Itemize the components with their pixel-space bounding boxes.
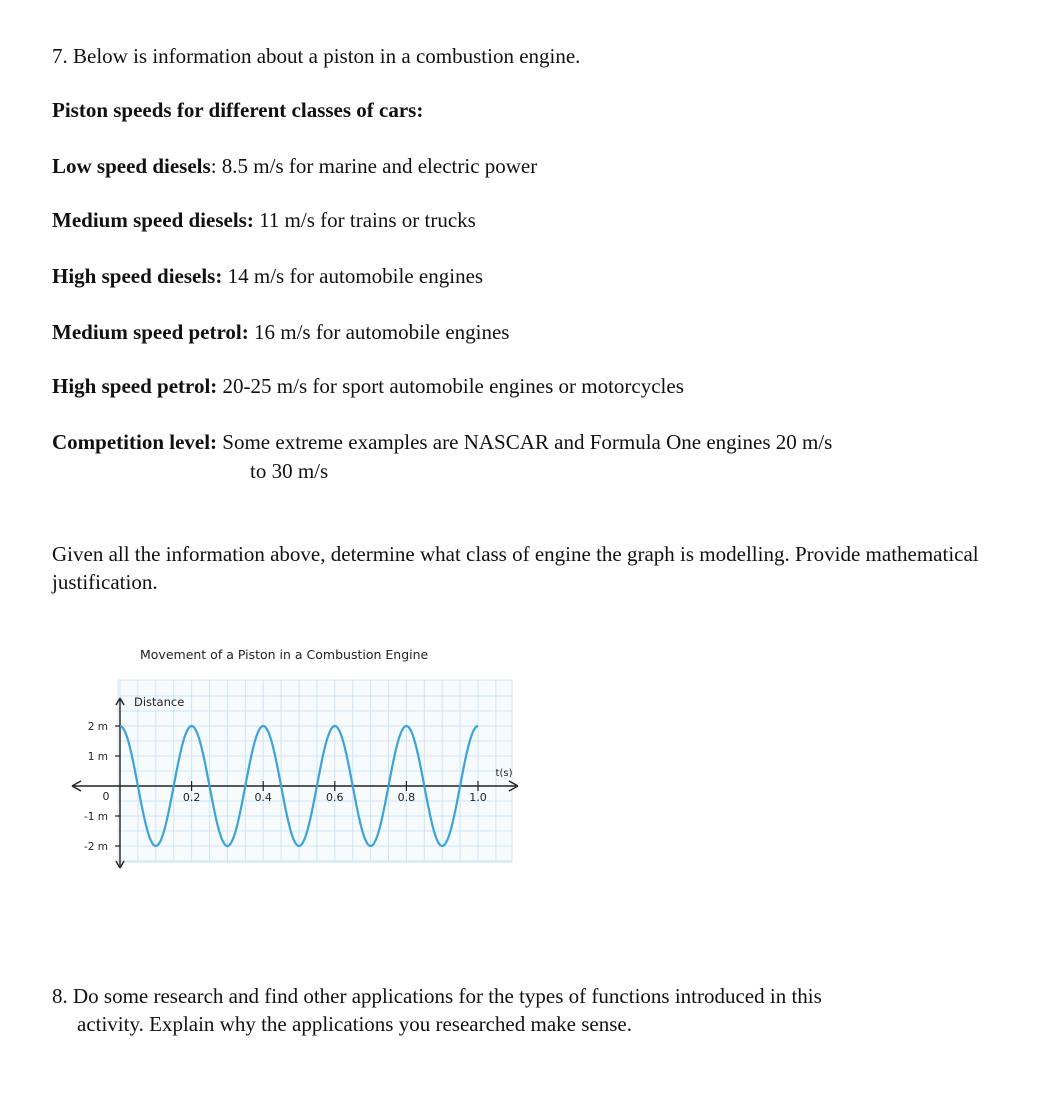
question-7-prompt: Given all the information above, determine what class of engine the graph is modelling. Provide mathematical justification. bbox=[52, 542, 979, 594]
competition-desc-continued: to 30 m/s bbox=[250, 459, 329, 483]
x-tick-label: 0.8 bbox=[397, 791, 416, 804]
class-label: Competition level: bbox=[52, 430, 218, 454]
question-8 bbox=[52, 982, 992, 1038]
x-axis-label: t(s) bbox=[495, 768, 513, 779]
class-desc: 8.5 m/s for marine and electric power bbox=[221, 154, 538, 178]
y-axis-label: Distance bbox=[134, 695, 185, 709]
question-8-line2: activity. Explain why the applications you researched make sense. bbox=[77, 1012, 632, 1036]
class-competition-level bbox=[52, 430, 832, 455]
question-7-intro: 7. Below is information about a piston in a combustion engine. bbox=[52, 44, 581, 68]
class-low-speed-diesels bbox=[52, 154, 537, 179]
origin-label: 0 bbox=[102, 790, 110, 803]
heading-text: Piston speeds for different classes of cars: bbox=[52, 98, 424, 122]
class-desc: 20-25 m/s for sport automobile engines or motorcycles bbox=[222, 374, 684, 398]
class-high-speed-petrol bbox=[52, 374, 684, 399]
piston-chart bbox=[60, 640, 520, 870]
x-tick-label: 1.0 bbox=[469, 791, 487, 804]
class-desc: Some extreme examples are NASCAR and Formula One engines 20 m/s bbox=[222, 430, 833, 454]
class-medium-speed-diesels bbox=[52, 208, 476, 233]
x-tick-label: 0.4 bbox=[254, 791, 272, 804]
class-label: High speed diesels: bbox=[52, 264, 223, 288]
y-tick-label: 2 m bbox=[87, 721, 108, 733]
class-desc: 11 m/s for trains or trucks bbox=[259, 208, 476, 232]
class-label: Medium speed petrol: bbox=[52, 320, 249, 344]
piston-chart-svg bbox=[60, 640, 520, 870]
class-label: Low speed diesels bbox=[52, 154, 211, 178]
class-high-speed-diesels bbox=[52, 264, 483, 289]
class-desc: 16 m/s for automobile engines bbox=[254, 320, 510, 344]
class-label: Medium speed diesels: bbox=[52, 208, 254, 232]
class-desc: 14 m/s for automobile engines bbox=[227, 264, 484, 288]
x-tick-label: 0.6 bbox=[326, 791, 344, 804]
y-tick-label: -2 m bbox=[83, 841, 108, 853]
piston-speeds-heading bbox=[52, 98, 423, 123]
question-8-line1: 8. Do some research and find other applications for the types of functions introduced in this bbox=[52, 984, 822, 1008]
chart-title: Movement of a Piston in a Combustion Engine bbox=[140, 647, 429, 662]
class-sep: : bbox=[210, 154, 222, 178]
y-tick-label: -1 m bbox=[83, 811, 108, 823]
class-medium-speed-petrol bbox=[52, 320, 509, 345]
class-label: High speed petrol: bbox=[52, 374, 218, 398]
y-tick-label: 1 m bbox=[87, 751, 108, 763]
x-tick-label: 0.2 bbox=[182, 791, 201, 804]
